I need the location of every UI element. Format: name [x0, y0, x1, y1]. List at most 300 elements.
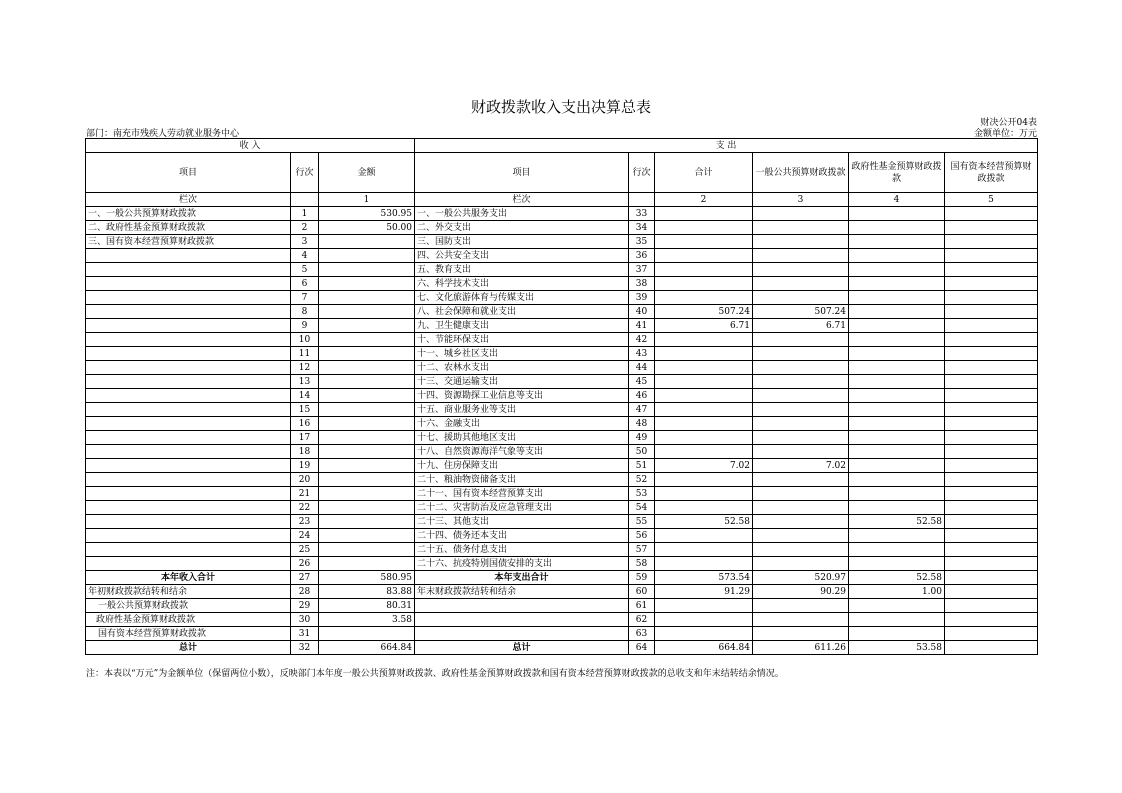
capital-budget-cell	[945, 291, 1038, 305]
income-amount-cell	[319, 277, 415, 291]
total-cell	[655, 347, 753, 361]
income-amount-cell	[319, 529, 415, 543]
income-item-cell: 二、政府性基金预算财政拨款	[86, 221, 291, 235]
expense-item-cell: 十三、交通运输支出	[415, 375, 629, 389]
total-cell	[655, 599, 753, 613]
income-amount-cell	[319, 333, 415, 347]
income-amount-cell: 83.88	[319, 585, 415, 599]
table-row	[86, 375, 1038, 389]
general-budget-cell	[753, 221, 849, 235]
income-amount-cell: 530.95	[319, 207, 415, 221]
general-budget-cell: 6.71	[753, 319, 849, 333]
income-line-cell: 15	[291, 403, 319, 417]
table-row	[86, 459, 1038, 473]
general-budget-cell	[753, 403, 849, 417]
general-budget-cell	[753, 361, 849, 375]
expense-line-cell: 64	[629, 641, 655, 655]
income-amount-cell	[319, 487, 415, 501]
income-item-cell	[86, 249, 291, 263]
table-row	[86, 319, 1038, 333]
fund-budget-cell	[849, 599, 945, 613]
income-line-cell: 28	[291, 585, 319, 599]
general-budget-cell	[753, 347, 849, 361]
capital-budget-cell	[945, 585, 1038, 599]
expense-line-cell: 44	[629, 361, 655, 375]
income-item-cell	[86, 403, 291, 417]
fund-budget-cell	[849, 403, 945, 417]
fund-budget-cell	[849, 221, 945, 235]
income-line-cell: 27	[291, 571, 319, 585]
table-row	[86, 529, 1038, 543]
income-item-cell	[86, 543, 291, 557]
general-budget-cell: 611.26	[753, 641, 849, 655]
total-cell	[655, 431, 753, 445]
income-line-cell: 7	[291, 291, 319, 305]
income-line-cell: 3	[291, 235, 319, 249]
table-row	[86, 501, 1038, 515]
capital-budget-cell	[945, 487, 1038, 501]
expense-item-cell	[415, 599, 629, 613]
income-amount-cell	[319, 459, 415, 473]
income-item-cell	[86, 487, 291, 501]
total-cell	[655, 221, 753, 235]
footnote: 注：本表以“万元”为金额单位（保留两位小数），反映部门本年度一般公共预算财政拨款、政府性基金预算财政拨款和国有资本经营预算财政拨款的总收支和年末结转结余情况。	[86, 669, 784, 679]
income-amount-cell	[319, 347, 415, 361]
blank-cell	[629, 193, 655, 207]
general-budget-cell	[753, 627, 849, 641]
income-item-cell	[86, 515, 291, 529]
income-amount-cell	[319, 557, 415, 571]
expense-item-cell: 十八、自然资源海洋气象等支出	[415, 445, 629, 459]
table-row	[86, 347, 1038, 361]
fund-budget-cell	[849, 557, 945, 571]
income-amount-cell	[319, 403, 415, 417]
capital-budget-cell	[945, 529, 1038, 543]
expense-item-cell: 九、卫生健康支出	[415, 319, 629, 333]
capital-budget-cell	[945, 501, 1038, 515]
expense-item-cell: 七、文化旅游体育与传媒支出	[415, 291, 629, 305]
report-title: 财政拨款收入支出决算总表	[470, 98, 651, 116]
fund-budget-cell	[849, 487, 945, 501]
table-row	[86, 627, 1038, 641]
expense-item-cell: 四、公共安全支出	[415, 249, 629, 263]
income-item-cell: 一、一般公共预算财政拨款	[86, 207, 291, 221]
table-row	[86, 235, 1038, 249]
general-budget-header: 一般公共预算财政拨款	[753, 153, 849, 193]
fund-budget-header: 政府性基金预算财政拨款	[849, 153, 945, 193]
fund-budget-cell	[849, 207, 945, 221]
capital-budget-cell	[945, 305, 1038, 319]
income-column-label: 栏次	[86, 193, 291, 207]
general-budget-cell	[753, 235, 849, 249]
general-budget-cell	[753, 543, 849, 557]
income-line-cell: 24	[291, 529, 319, 543]
income-amount-cell: 50.00	[319, 221, 415, 235]
expense-line-cell: 35	[629, 235, 655, 249]
expense-item-cell: 十二、农林水支出	[415, 361, 629, 375]
expense-line-cell: 59	[629, 571, 655, 585]
general-budget-cell	[753, 291, 849, 305]
expense-line-cell: 58	[629, 557, 655, 571]
income-line-cell: 19	[291, 459, 319, 473]
capital-budget-cell	[945, 221, 1038, 235]
expense-item-cell	[415, 613, 629, 627]
income-amount-cell	[319, 417, 415, 431]
expense-line-cell: 40	[629, 305, 655, 319]
fund-budget-cell	[849, 459, 945, 473]
fund-budget-cell	[849, 431, 945, 445]
fund-budget-cell	[849, 627, 945, 641]
capital-budget-cell	[945, 207, 1038, 221]
income-amount-cell: 3.58	[319, 613, 415, 627]
expense-line-cell: 33	[629, 207, 655, 221]
income-line-cell: 1	[291, 207, 319, 221]
expense-line-cell: 41	[629, 319, 655, 333]
col-number-2: 2	[655, 193, 753, 207]
total-cell: 7.02	[655, 459, 753, 473]
income-line-cell: 25	[291, 543, 319, 557]
table-row	[86, 473, 1038, 487]
fund-budget-cell	[849, 389, 945, 403]
income-item-cell: 本年收入合计	[86, 571, 291, 585]
income-item-cell	[86, 473, 291, 487]
table-row	[86, 333, 1038, 347]
income-line-cell: 20	[291, 473, 319, 487]
total-cell	[655, 529, 753, 543]
fund-budget-cell	[849, 291, 945, 305]
income-line-cell: 23	[291, 515, 319, 529]
general-budget-cell	[753, 529, 849, 543]
expense-line-cell: 43	[629, 347, 655, 361]
table-row	[86, 263, 1038, 277]
general-budget-cell	[753, 473, 849, 487]
total-cell	[655, 473, 753, 487]
total-cell	[655, 375, 753, 389]
income-amount-cell: 80.31	[319, 599, 415, 613]
table-row	[86, 277, 1038, 291]
fund-budget-cell	[849, 333, 945, 347]
income-item-cell	[86, 459, 291, 473]
expense-line-cell: 51	[629, 459, 655, 473]
total-cell: 6.71	[655, 319, 753, 333]
income-item-cell	[86, 389, 291, 403]
expense-line-cell: 46	[629, 389, 655, 403]
income-header: 收 入	[86, 139, 415, 153]
general-budget-cell	[753, 501, 849, 515]
income-line-cell: 9	[291, 319, 319, 333]
total-cell	[655, 389, 753, 403]
capital-budget-cell	[945, 263, 1038, 277]
table-row	[86, 291, 1038, 305]
capital-budget-cell	[945, 403, 1038, 417]
fund-budget-cell	[849, 263, 945, 277]
fund-budget-cell	[849, 305, 945, 319]
general-budget-cell	[753, 515, 849, 529]
general-budget-cell	[753, 417, 849, 431]
fund-budget-cell	[849, 347, 945, 361]
expense-line-cell: 36	[629, 249, 655, 263]
capital-budget-cell	[945, 473, 1038, 487]
expense-line-cell: 50	[629, 445, 655, 459]
total-header: 合计	[655, 153, 753, 193]
fund-budget-cell	[849, 445, 945, 459]
table-row	[86, 417, 1038, 431]
fund-budget-cell: 1.00	[849, 585, 945, 599]
general-budget-cell	[753, 445, 849, 459]
income-line-cell: 29	[291, 599, 319, 613]
general-budget-cell	[753, 487, 849, 501]
total-cell	[655, 543, 753, 557]
total-cell: 507.24	[655, 305, 753, 319]
expense-line-cell: 56	[629, 529, 655, 543]
income-line-cell: 4	[291, 249, 319, 263]
total-cell	[655, 445, 753, 459]
income-line-cell: 2	[291, 221, 319, 235]
fund-budget-cell	[849, 613, 945, 627]
income-item-cell	[86, 291, 291, 305]
income-amount-cell	[319, 319, 415, 333]
fund-budget-cell	[849, 249, 945, 263]
capital-budget-cell	[945, 599, 1038, 613]
income-amount-cell	[319, 263, 415, 277]
income-line-cell: 32	[291, 641, 319, 655]
income-amount-cell	[319, 249, 415, 263]
expense-item-cell: 二十四、债务还本支出	[415, 529, 629, 543]
income-line-cell: 10	[291, 333, 319, 347]
capital-budget-cell	[945, 613, 1038, 627]
expense-item-cell: 总计	[415, 641, 629, 655]
total-cell: 52.58	[655, 515, 753, 529]
expense-item-cell	[415, 627, 629, 641]
income-item-cell: 政府性基金预算财政拨款	[86, 613, 291, 627]
income-item-cell	[86, 361, 291, 375]
expense-header: 支 出	[415, 139, 1038, 153]
expense-item-cell: 二十一、国有资本经营预算支出	[415, 487, 629, 501]
expense-item-cell: 二十二、灾害防治及应急管理支出	[415, 501, 629, 515]
expense-line-cell: 52	[629, 473, 655, 487]
table-row	[86, 557, 1038, 571]
general-budget-cell	[753, 277, 849, 291]
total-cell	[655, 277, 753, 291]
expense-line-cell: 61	[629, 599, 655, 613]
income-line-cell: 12	[291, 361, 319, 375]
fund-budget-cell	[849, 235, 945, 249]
income-amount-cell	[319, 627, 415, 641]
general-budget-cell	[753, 557, 849, 571]
expense-line-cell: 55	[629, 515, 655, 529]
total-cell	[655, 333, 753, 347]
fund-budget-cell	[849, 501, 945, 515]
expense-item-cell: 十五、商业服务业等支出	[415, 403, 629, 417]
income-line-cell: 16	[291, 417, 319, 431]
general-budget-cell	[753, 613, 849, 627]
expense-item-cell: 年末财政拨款结转和结余	[415, 585, 629, 599]
capital-budget-cell	[945, 333, 1038, 347]
total-cell	[655, 263, 753, 277]
income-amount-cell: 664.84	[319, 641, 415, 655]
capital-budget-cell	[945, 319, 1038, 333]
income-line-cell: 14	[291, 389, 319, 403]
total-cell	[655, 291, 753, 305]
total-cell: 91.29	[655, 585, 753, 599]
table-row	[86, 389, 1038, 403]
income-line-cell: 8	[291, 305, 319, 319]
fund-budget-cell: 53.58	[849, 641, 945, 655]
expense-line-cell: 54	[629, 501, 655, 515]
total-cell	[655, 361, 753, 375]
col-number-4: 4	[849, 193, 945, 207]
total-cell	[655, 417, 753, 431]
fund-budget-cell: 52.58	[849, 571, 945, 585]
table-row	[86, 305, 1038, 319]
income-amount-cell	[319, 235, 415, 249]
income-item-cell	[86, 263, 291, 277]
income-item-cell	[86, 417, 291, 431]
general-budget-cell: 7.02	[753, 459, 849, 473]
expense-item-cell: 三、国防支出	[415, 235, 629, 249]
general-budget-cell	[753, 333, 849, 347]
expense-item-cell: 十六、金融支出	[415, 417, 629, 431]
capital-budget-cell	[945, 431, 1038, 445]
expense-item-cell: 十四、资源勘探工业信息等支出	[415, 389, 629, 403]
total-cell	[655, 403, 753, 417]
expense-line-cell: 45	[629, 375, 655, 389]
income-item-cell	[86, 445, 291, 459]
expense-line-header: 行次	[629, 153, 655, 193]
table-row	[86, 585, 1038, 599]
expense-line-cell: 34	[629, 221, 655, 235]
expense-item-cell: 二十、粮油物资储备支出	[415, 473, 629, 487]
income-item-cell: 三、国有资本经营预算财政拨款	[86, 235, 291, 249]
general-budget-cell	[753, 375, 849, 389]
table-row	[86, 515, 1038, 529]
income-amount-cell	[319, 361, 415, 375]
income-amount-cell	[319, 501, 415, 515]
expense-line-cell: 39	[629, 291, 655, 305]
expense-line-cell: 63	[629, 627, 655, 641]
department-label: 部门：南充市残疾人劳动就业服务中心	[86, 129, 240, 139]
expense-line-cell: 60	[629, 585, 655, 599]
fund-budget-cell: 52.58	[849, 515, 945, 529]
capital-budget-cell	[945, 249, 1038, 263]
income-line-cell: 18	[291, 445, 319, 459]
total-cell: 573.54	[655, 571, 753, 585]
total-cell	[655, 487, 753, 501]
col-number-3: 3	[753, 193, 849, 207]
fund-budget-cell	[849, 417, 945, 431]
income-line-cell: 26	[291, 557, 319, 571]
expense-line-cell: 53	[629, 487, 655, 501]
blank-cell	[291, 193, 319, 207]
income-item-cell	[86, 375, 291, 389]
income-item-cell: 一般公共预算财政拨款	[86, 599, 291, 613]
total-cell	[655, 207, 753, 221]
income-line-cell: 31	[291, 627, 319, 641]
total-cell	[655, 613, 753, 627]
general-budget-cell	[753, 431, 849, 445]
fund-budget-cell	[849, 319, 945, 333]
income-amount-cell	[319, 543, 415, 557]
general-budget-cell	[753, 263, 849, 277]
total-cell	[655, 501, 753, 515]
table-row	[86, 431, 1038, 445]
general-budget-cell	[753, 599, 849, 613]
table-row	[86, 571, 1038, 585]
income-line-cell: 5	[291, 263, 319, 277]
general-budget-cell	[753, 389, 849, 403]
income-item-cell	[86, 305, 291, 319]
capital-budget-cell	[945, 627, 1038, 641]
income-amount-cell	[319, 515, 415, 529]
income-amount-header: 金额	[319, 153, 415, 193]
amount-unit-label: 金额单位：万元	[973, 129, 1037, 139]
expense-item-cell: 十一、城乡社区支出	[415, 347, 629, 361]
capital-budget-cell	[945, 557, 1038, 571]
capital-budget-cell	[945, 445, 1038, 459]
expense-item-cell: 五、教育支出	[415, 263, 629, 277]
expense-line-cell: 48	[629, 417, 655, 431]
income-item-cell	[86, 319, 291, 333]
income-item-cell: 总计	[86, 641, 291, 655]
expense-item-cell: 二十五、债务付息支出	[415, 543, 629, 557]
table-row	[86, 641, 1038, 655]
income-line-cell: 17	[291, 431, 319, 445]
fund-budget-cell	[849, 277, 945, 291]
income-item-cell	[86, 557, 291, 571]
fund-budget-cell	[849, 543, 945, 557]
income-line-cell: 30	[291, 613, 319, 627]
fund-budget-cell	[849, 375, 945, 389]
income-line-cell: 6	[291, 277, 319, 291]
total-cell: 664.84	[655, 641, 753, 655]
total-cell	[655, 557, 753, 571]
expense-item-header: 项目	[415, 153, 629, 193]
income-line-header: 行次	[291, 153, 319, 193]
table-row	[86, 599, 1038, 613]
income-item-cell	[86, 277, 291, 291]
income-amount-cell	[319, 389, 415, 403]
table-row	[86, 445, 1038, 459]
income-amount-cell: 580.95	[319, 571, 415, 585]
expense-line-cell: 57	[629, 543, 655, 557]
expense-line-cell: 37	[629, 263, 655, 277]
income-amount-cell	[319, 305, 415, 319]
expense-line-cell: 38	[629, 277, 655, 291]
general-budget-cell	[753, 249, 849, 263]
income-item-cell	[86, 501, 291, 515]
expense-item-cell: 二十三、其他支出	[415, 515, 629, 529]
income-line-cell: 13	[291, 375, 319, 389]
table-row	[86, 249, 1038, 263]
fund-budget-cell	[849, 473, 945, 487]
expense-item-cell: 十九、住房保障支出	[415, 459, 629, 473]
total-cell	[655, 235, 753, 249]
fund-budget-cell	[849, 361, 945, 375]
income-item-cell	[86, 431, 291, 445]
capital-budget-cell	[945, 417, 1038, 431]
total-cell	[655, 249, 753, 263]
capital-budget-cell	[945, 641, 1038, 655]
income-amount-cell	[319, 431, 415, 445]
capital-budget-cell	[945, 361, 1038, 375]
table-row	[86, 487, 1038, 501]
col-number-5: 5	[945, 193, 1038, 207]
table-row	[86, 361, 1038, 375]
expense-line-cell: 49	[629, 431, 655, 445]
expense-item-cell: 二十六、抗疫特别国债安排的支出	[415, 557, 629, 571]
general-budget-cell	[753, 207, 849, 221]
expense-line-cell: 42	[629, 333, 655, 347]
